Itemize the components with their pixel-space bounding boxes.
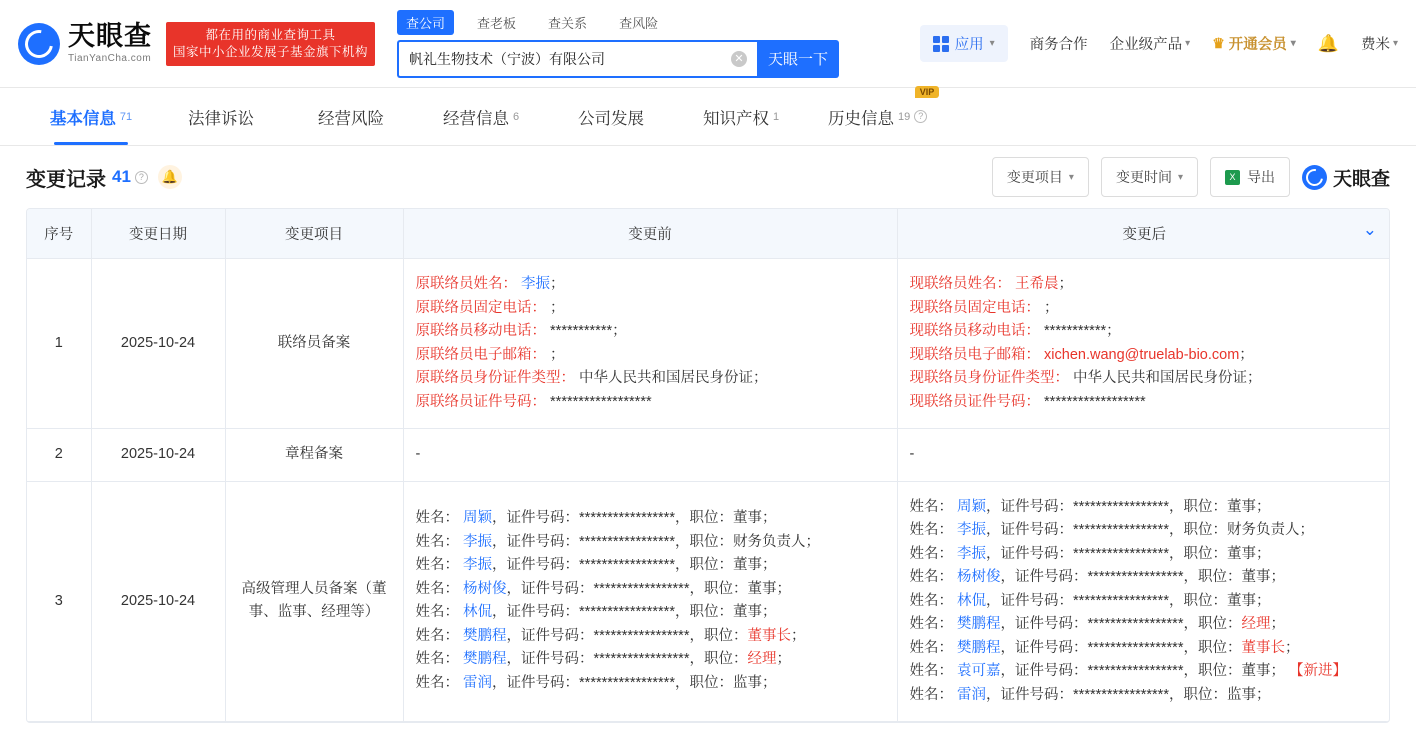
column-before: 变更前: [403, 209, 897, 259]
filter-change-time-button[interactable]: [1101, 157, 1198, 197]
plain-text: ，证件号码：*****************，职位：财务负责人；: [492, 533, 820, 550]
vip-badge: VIP: [915, 86, 940, 98]
person-link[interactable]: 樊鹏程: [953, 639, 1001, 656]
clear-icon[interactable]: ✕: [731, 51, 747, 67]
text-line: [910, 344, 1380, 368]
text-line: [416, 443, 885, 467]
plain-text: ***********；: [1040, 323, 1121, 339]
apps-label: 应用: [954, 37, 984, 53]
text-line: [416, 367, 885, 391]
table-row: [27, 481, 1390, 722]
plain-text: ，证件号码：*****************，职位：监事；: [492, 674, 777, 691]
highlight-text: 经理: [1241, 616, 1271, 632]
plain-text: ，证件号码：*****************，职位：董事；: [492, 510, 777, 527]
highlight-text: 现联络员姓名：: [909, 276, 1011, 292]
search-row: [397, 40, 849, 78]
text-line: [910, 566, 1380, 590]
highlight-text: 原联络员固定电话：: [415, 299, 546, 316]
person-link[interactable]: 李振: [953, 522, 987, 538]
table-body: [27, 259, 1390, 722]
highlight-text: 现联络员移动电话：: [909, 323, 1040, 339]
highlight-text: 董事长: [747, 627, 791, 644]
plain-text: 姓名：: [909, 639, 953, 656]
plain-text: 姓名：: [415, 510, 459, 527]
highlight-text: 原联络员姓名：: [415, 276, 517, 292]
filter-change-time-label: 变更时间: [1115, 169, 1172, 185]
plain-text: 姓名：: [415, 580, 459, 597]
header-right: [920, 25, 1398, 62]
person-link[interactable]: 周颖: [459, 510, 493, 527]
person-link[interactable]: 李振: [517, 276, 551, 292]
change-records-header: [0, 146, 1416, 208]
highlight-text: 经理: [747, 651, 777, 668]
cell-date: 2025-10-24: [91, 429, 225, 482]
highlight-text: 现联络员电子邮箱：: [909, 346, 1040, 363]
filter-change-item-label: 变更项目: [1006, 169, 1063, 185]
tab-basic-info-count: 71: [119, 110, 133, 123]
text-line: [910, 367, 1380, 391]
cell-index: 1: [27, 259, 91, 429]
tianyancha-logo-icon: [18, 23, 60, 65]
person-link[interactable]: 杨树俊: [459, 580, 507, 597]
user-menu[interactable]: [1361, 33, 1398, 54]
highlight-text: 原联络员移动电话：: [415, 323, 546, 339]
watermark-brand-label: 天眼查: [1332, 168, 1390, 190]
person-link[interactable]: 雷润: [953, 686, 987, 703]
cell-after: [897, 481, 1390, 722]
grid-icon: [933, 36, 949, 52]
text-line: [416, 297, 885, 321]
section-tabs: [0, 88, 1416, 146]
plain-text: 姓名：: [415, 651, 459, 668]
plain-text: ，证件号码：*****************，职位：董事；: [1000, 569, 1285, 585]
promo-banner: [166, 22, 375, 66]
plain-text: ，证件号码：*****************，职位：: [1000, 639, 1242, 656]
tab-history-info-label: 历史信息: [828, 109, 894, 128]
plain-text: ，证件号码：*****************，职位：: [1000, 616, 1242, 632]
search-tab-company[interactable]: 查公司: [397, 10, 454, 35]
site-header: [0, 0, 1416, 88]
cell-date: 2025-10-24: [91, 259, 225, 429]
section-toolbar: [992, 157, 1390, 197]
tab-intellectual-property-label: 知识产权: [702, 109, 769, 128]
person-link[interactable]: 周颖: [953, 498, 987, 515]
chevron-down-icon: ▾: [1392, 38, 1398, 49]
text-line: [416, 391, 885, 415]
column-after-label: 变更后: [1122, 227, 1166, 243]
text-line: [416, 578, 885, 602]
plain-text: ；: [546, 299, 565, 316]
plain-text: 姓名：: [415, 557, 459, 574]
cell-item: 联络员备案: [225, 259, 403, 429]
alert-bell-icon[interactable]: 🔔: [158, 165, 182, 189]
promo-line-2: 国家中小企业发展子基金旗下机构: [173, 44, 369, 59]
chevron-down-icon: ▾: [1185, 38, 1191, 49]
highlight-text: 王希晨: [1011, 276, 1059, 292]
search-tab-list: [397, 10, 849, 35]
tab-operating-risk[interactable]: [286, 88, 416, 145]
plain-text: ，证件号码：*****************，职位：董事；: [1000, 663, 1285, 679]
cell-before: [403, 259, 897, 429]
highlight-text: 现联络员固定电话：: [909, 299, 1040, 316]
plain-text: 姓名：: [909, 592, 953, 609]
plain-text: ，证件号码：*****************，职位：: [506, 651, 748, 668]
plain-text: ；: [776, 651, 791, 668]
search-block: [397, 10, 849, 78]
plain-text: ，证件号码：*****************，职位：董事；: [986, 545, 1271, 562]
text-line: [416, 625, 885, 649]
text-line: [910, 637, 1380, 661]
tab-operating-info-count: 6: [512, 110, 520, 123]
plain-text: 姓名：: [415, 533, 459, 550]
text-line: [910, 613, 1380, 637]
highlight-text: 现联络员证件号码：: [909, 393, 1040, 410]
person-link[interactable]: 林侃: [953, 592, 987, 609]
open-vip-label: 开通会员: [1228, 37, 1287, 53]
cell-before: [403, 481, 897, 722]
plain-text: ；: [550, 276, 565, 292]
plain-text: 姓名：: [909, 663, 953, 679]
text-line: [910, 519, 1380, 543]
excel-icon: X: [1225, 170, 1240, 185]
tab-basic-info-label: 基本信息: [49, 109, 116, 128]
open-vip-button[interactable]: [1212, 33, 1296, 54]
plain-text: 姓名：: [415, 627, 459, 644]
tab-operating-risk-label: 经营风险: [318, 109, 384, 128]
cell-index: 2: [27, 429, 91, 482]
plain-text: 姓名：: [909, 545, 953, 562]
person-link[interactable]: 李振: [459, 557, 493, 574]
text-line: [416, 531, 885, 555]
plain-text: 中华人民共和国居民身份证；: [1069, 370, 1262, 386]
plain-text: ；: [1239, 346, 1254, 363]
tab-basic-info[interactable]: [26, 88, 156, 145]
cell-after: [897, 429, 1390, 482]
text-line: [416, 320, 885, 344]
cell-date: 2025-10-24: [91, 481, 225, 722]
nav-enterprise-products-label: 企业级产品: [1109, 37, 1183, 53]
plain-text: 姓名：: [415, 674, 459, 691]
search-input[interactable]: [399, 42, 757, 76]
plain-text: ******************: [546, 393, 652, 410]
change-records-count: 41: [112, 167, 131, 186]
column-after: [897, 209, 1390, 259]
text-line: [910, 443, 1380, 467]
nav-business-cooperation[interactable]: [1030, 33, 1088, 54]
highlight-text: 原联络员证件号码：: [415, 393, 546, 410]
tab-intellectual-property[interactable]: [676, 88, 806, 145]
export-button[interactable]: [1210, 157, 1290, 197]
help-icon[interactable]: ?: [135, 171, 148, 184]
plain-text: ；: [1058, 276, 1074, 292]
person-link[interactable]: 李振: [459, 533, 493, 550]
plain-text: ，证件号码：*****************，职位：董事；: [492, 604, 777, 621]
text-line: [910, 660, 1380, 684]
text-line: [416, 273, 885, 297]
chevron-down-icon: ▾: [1068, 171, 1074, 183]
search-tab-relation[interactable]: 查关系: [548, 15, 588, 31]
plain-text: ；: [1284, 639, 1300, 656]
person-link[interactable]: 樊鹏程: [953, 616, 1001, 632]
text-line: [910, 273, 1380, 297]
plain-text: ，证件号码：*****************，职位：财务负责人；: [986, 522, 1314, 538]
tab-history-info[interactable]: [806, 88, 949, 145]
cell-before: [403, 429, 897, 482]
column-date: 变更日期: [91, 209, 225, 259]
text-line: [416, 554, 885, 578]
tab-legal-proceedings-label: 法律诉讼: [188, 109, 254, 128]
text-line: [910, 391, 1380, 415]
search-tab-risk[interactable]: 查风险: [619, 15, 659, 31]
nav-business-cooperation-label: 商务合作: [1029, 37, 1088, 53]
highlight-text: 原联络员电子邮箱：: [415, 346, 546, 363]
person-link[interactable]: 杨树俊: [953, 569, 1001, 585]
text-line: [416, 672, 885, 696]
text-line: [416, 601, 885, 625]
plain-text: ，证件号码：*****************，职位：董事；: [986, 592, 1271, 609]
filter-change-item-button[interactable]: [992, 157, 1089, 197]
text-line: [910, 590, 1380, 614]
table-row: [27, 429, 1390, 482]
change-records-table: [27, 209, 1390, 722]
watermark-brand: [1302, 164, 1390, 191]
text-line: [910, 684, 1380, 708]
cell-item: 高级管理人员备案（董事、监事、经理等）: [225, 481, 403, 722]
search-input-wrap: [397, 40, 757, 78]
user-name: 费米: [1360, 37, 1390, 53]
plain-text: ******************: [1040, 393, 1146, 410]
text-line: [910, 320, 1380, 344]
plain-text: ；: [1040, 299, 1059, 316]
plain-text: -: [415, 446, 421, 462]
chevron-down-icon: ▾: [989, 38, 995, 49]
cell-index: 3: [27, 481, 91, 722]
chevron-down-icon: ▾: [1177, 171, 1183, 183]
plain-text: ***********；: [546, 323, 627, 339]
text-line: [910, 543, 1380, 567]
column-item: 变更项目: [225, 209, 403, 259]
person-link[interactable]: 樊鹏程: [459, 651, 507, 668]
plain-text: ；: [1270, 616, 1285, 632]
chevron-down-icon: ▾: [1290, 38, 1296, 49]
tab-company-development-label: 公司发展: [578, 109, 644, 128]
person-link[interactable]: 袁可嘉: [953, 663, 1001, 679]
logo[interactable]: [18, 23, 152, 65]
plain-text: 姓名：: [909, 569, 953, 585]
collapse-all-icon[interactable]: ⌄: [1362, 220, 1377, 239]
tab-intellectual-property-count: 1: [772, 110, 780, 123]
plain-text: 姓名：: [909, 686, 953, 703]
notification-bell-icon[interactable]: 🔔: [1317, 33, 1339, 53]
plain-text: 姓名：: [909, 498, 953, 515]
export-label: 导出: [1246, 169, 1275, 185]
plain-text: ；: [546, 346, 565, 363]
help-icon[interactable]: ?: [914, 110, 927, 123]
table-row: [27, 259, 1390, 429]
apps-button[interactable]: [920, 25, 1008, 62]
logo-title: 天眼查: [68, 21, 152, 51]
highlight-text: 原联络员身份证件类型：: [415, 370, 575, 386]
highlight-text: 现联络员身份证件类型：: [909, 370, 1069, 386]
tab-history-info-count: 19: [898, 110, 911, 123]
plain-text: 中华人民共和国居民身份证；: [575, 370, 768, 386]
tab-operating-info-label: 经营信息: [442, 109, 509, 128]
text-line: [416, 507, 885, 531]
text-line: [416, 648, 885, 672]
plain-text: 姓名：: [909, 616, 953, 632]
promo-line-1: 都在用的商业查询工具: [205, 27, 336, 42]
search-tab-boss[interactable]: 查老板: [477, 15, 517, 31]
page-title: 变更记录: [26, 168, 106, 191]
cell-after: [897, 259, 1390, 429]
plain-text: ，证件号码：*****************，职位：监事；: [986, 686, 1271, 703]
person-link[interactable]: 林侃: [459, 604, 493, 621]
text-line: [910, 297, 1380, 321]
text-line: [416, 344, 885, 368]
plain-text: ，证件号码：*****************，职位：董事；: [506, 580, 791, 597]
tab-legal-proceedings[interactable]: [156, 88, 286, 145]
highlight-text: 董事长: [1241, 639, 1285, 656]
tianyancha-logo-icon: [1302, 165, 1327, 190]
person-link[interactable]: 樊鹏程: [459, 627, 507, 644]
crown-icon: ♛: [1212, 35, 1225, 51]
plain-text: 姓名：: [415, 604, 459, 621]
plain-text: ，证件号码：*****************，职位：董事；: [986, 498, 1271, 515]
table-header-row: [27, 209, 1390, 259]
change-records-table-wrap: [26, 208, 1390, 723]
cell-item: 章程备案: [225, 429, 403, 482]
person-link[interactable]: 雷润: [459, 674, 493, 691]
plain-text: ，证件号码：*****************，职位：: [506, 627, 748, 644]
tab-company-development[interactable]: [546, 88, 676, 145]
plain-text: ；: [790, 627, 806, 644]
highlight-text: 【新进】: [1284, 663, 1347, 679]
plain-text: ，证件号码：*****************，职位：董事；: [492, 557, 777, 574]
highlight-text: xichen.wang@truelab-bio.com: [1040, 346, 1240, 363]
person-link[interactable]: 李振: [953, 545, 987, 562]
logo-subtitle: TianYanCha.com: [68, 53, 152, 64]
column-index: 序号: [27, 209, 91, 259]
text-line: [910, 496, 1380, 520]
search-button[interactable]: 天眼一下: [757, 40, 839, 78]
nav-enterprise-products[interactable]: [1110, 33, 1191, 54]
plain-text: 姓名：: [909, 522, 953, 538]
plain-text: -: [909, 446, 915, 462]
tab-operating-info[interactable]: [416, 88, 546, 145]
